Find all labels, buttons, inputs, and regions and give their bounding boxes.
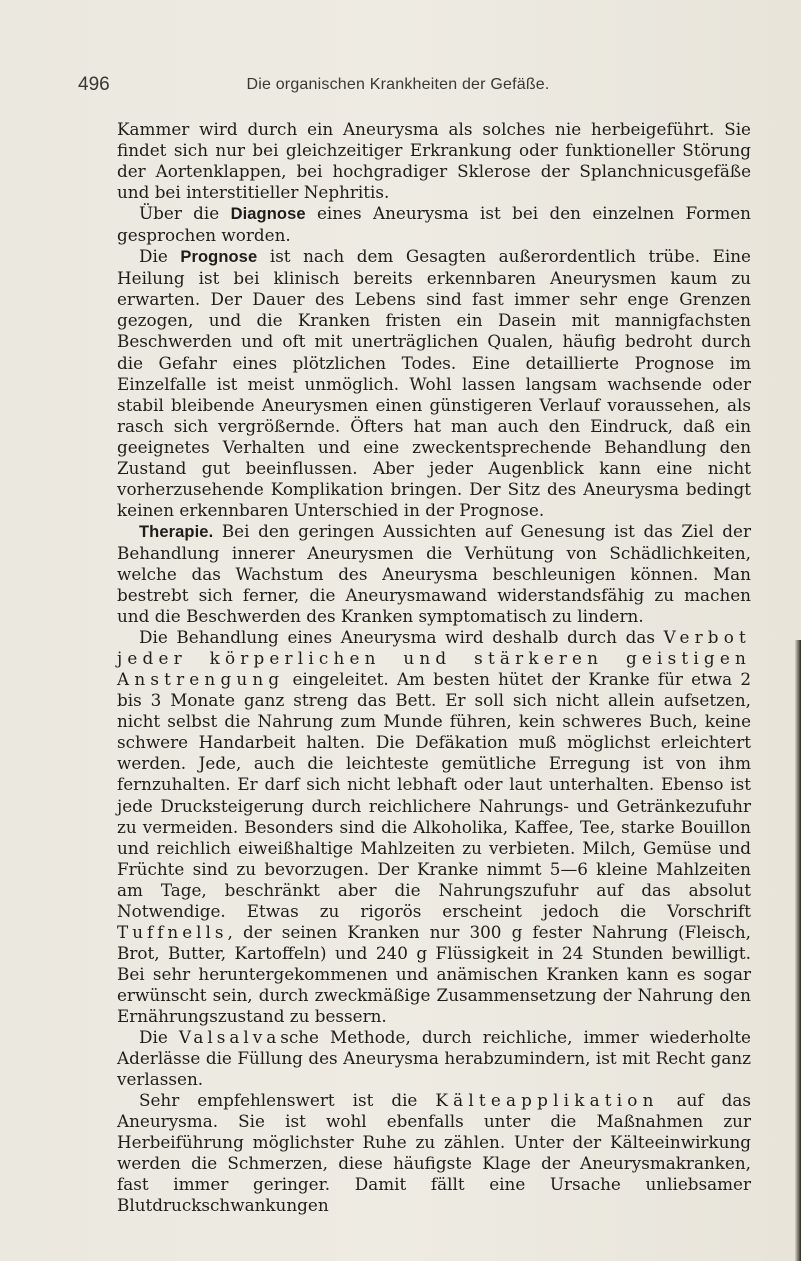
- paragraph-therapie: Therapie. Bei den geringen Aussichten auf Genesung ist das Ziel der Behandlung innerer Aneurysmen die Verhütung von Schädlichkeiten, welche das Wachstum des Aneurysma beschleunigen können. Man bestrebt sich ferner, die Aneurysmawand widerstandsfähig zu machen und die Beschwerden des Kranken symptomatisch zu lindern.: [117, 520, 751, 627]
- page-header: [78, 74, 718, 102]
- spaced-emphasis-tuffnells: Tuffnells: [117, 921, 228, 942]
- spaced-emphasis-valsalva: Valsalva: [178, 1027, 281, 1048]
- keyword-diagnose: Diagnose: [230, 205, 306, 224]
- keyword-prognose: Prognose: [180, 248, 258, 267]
- running-title: Die organischen Krankheiten der Gefäße.: [246, 76, 550, 93]
- paragraph-behandlung: Die Behandlung eines Aneurysma wird deshalb durch das Verbot jeder körperlichen und stärkeren geistigen Anstrengung eingeleitet. Am besten hütet der Kranke für etwa 2 bis 3 Monate ganz streng das Bett. Er soll sich nicht allein aufsetzen, nicht selbst die Nahrung zum Munde führen, kein schweres Buch, keine schwere Handarbeit halten. Die Defäkation muß möglichst erleichtert werden. Jede, auch die leichteste gemütliche Erregung ist von ihm fernzuhalten. Er darf sich nicht lebhaft oder laut unterhalten. Ebenso ist jede Drucksteigerung durch reichlichere Nahrungs- und Getränkezufuhr zu vermeiden. Besonders sind die Alkoholika, Kaffee, Tee, starke Bouillon und reichlich eiweißhaltige Mahlzeiten zu verbieten. Milch, Gemüse und Früchte sind zu bevorzugen. Der Kranke nimmt 5—6 kleine Mahlzeiten am Tage, beschränkt aber die Nahrungszufuhr auf das absolut Notwendige. Etwas zu rigorös erscheint jedoch die Vorschrift Tuffnells, der seinen Kranken nur 300 g fester Nahrung (Fleisch, Brot, Butter, Kartoffeln) und 240 g Flüssigkeit in 24 Stunden bewilligt. Bei sehr heruntergekommenen und anämischen Kranken kann es sogar erwünscht sein, durch zweckmäßige Zusammensetzung der Nahrung den Ernährungszustand zu bessern.: [117, 627, 751, 1026]
- paragraph-diagnose: Über die Diagnose eines Aneurysma ist bei den einzelnen Formen gesprochen worden.: [117, 203, 751, 246]
- spaced-emphasis-kaelteapplikation: Kälteapplikation: [435, 1090, 659, 1111]
- page-number: 496: [78, 74, 110, 95]
- body-text: [117, 119, 751, 1216]
- spaced-emphasis-verbot: Verbot jeder körperlichen und stärkeren geistigen Anstrengung: [117, 627, 751, 690]
- page-edge-shadow: [795, 640, 801, 1261]
- paragraph-valsalva: Die Valsalvasche Methode, durch reichliche, immer wiederholte Aderlässe die Füllung des Aneurysma herabzumindern, ist mit Recht ganz verlassen.: [117, 1027, 751, 1090]
- paragraph-1: Kammer wird durch ein Aneurysma als solches nie herbeigeführt. Sie findet sich nur bei gleichzeitiger Erkrankung oder funktioneller Störung der Aortenklappen, bei hochgradiger Sklerose der Splanchnicusgefäße und bei interstitieller Nephritis.: [117, 119, 751, 203]
- keyword-therapie: Therapie.: [139, 522, 214, 541]
- paragraph-prognose: Die Prognose ist nach dem Gesagten außerordentlich trübe. Eine Heilung ist bei klinisch bereits erkennbaren Aneurysmen kaum zu erwarten. Der Dauer des Lebens sind fast immer sehr enge Grenzen gezogen, und die Kranken fristen ein Dasein mit mannigfachsten Beschwerden und oft mit unerträglichen Qualen, häufig bedroht durch die Gefahr eines plötzlichen Todes. Eine detaillierte Prognose im Einzelfalle ist meist unmöglich. Wohl lassen langsam wachsende oder stabil bleibende Aneurysmen einen günstigeren Verlauf voraussehen, als rasch sich vergrößernde. Öfters hat man auch den Eindruck, daß ein geeignetes Verhalten und eine zweckentsprechende Behandlung den Zustand gut beeinflussen. Aber jeder Augenblick kann eine nicht vorherzusehende Komplikation bringen. Der Sitz des Aneurysma bedingt keinen erkennbaren Unterschied in der Prognose.: [117, 246, 751, 520]
- paragraph-kaelte: Sehr empfehlenswert ist die Kälteapplikation auf das Aneurysma. Sie ist wohl ebenfalls unter die Maßnahmen zur Herbeiführung möglichster Ruhe zu zählen. Unter der Kälteeinwirkung werden die Schmerzen, diese häufigste Klage der Aneurysmakranken, fast immer geringer. Damit fällt eine Ursache unliebsamer Blutdruckschwankungen: [117, 1090, 751, 1216]
